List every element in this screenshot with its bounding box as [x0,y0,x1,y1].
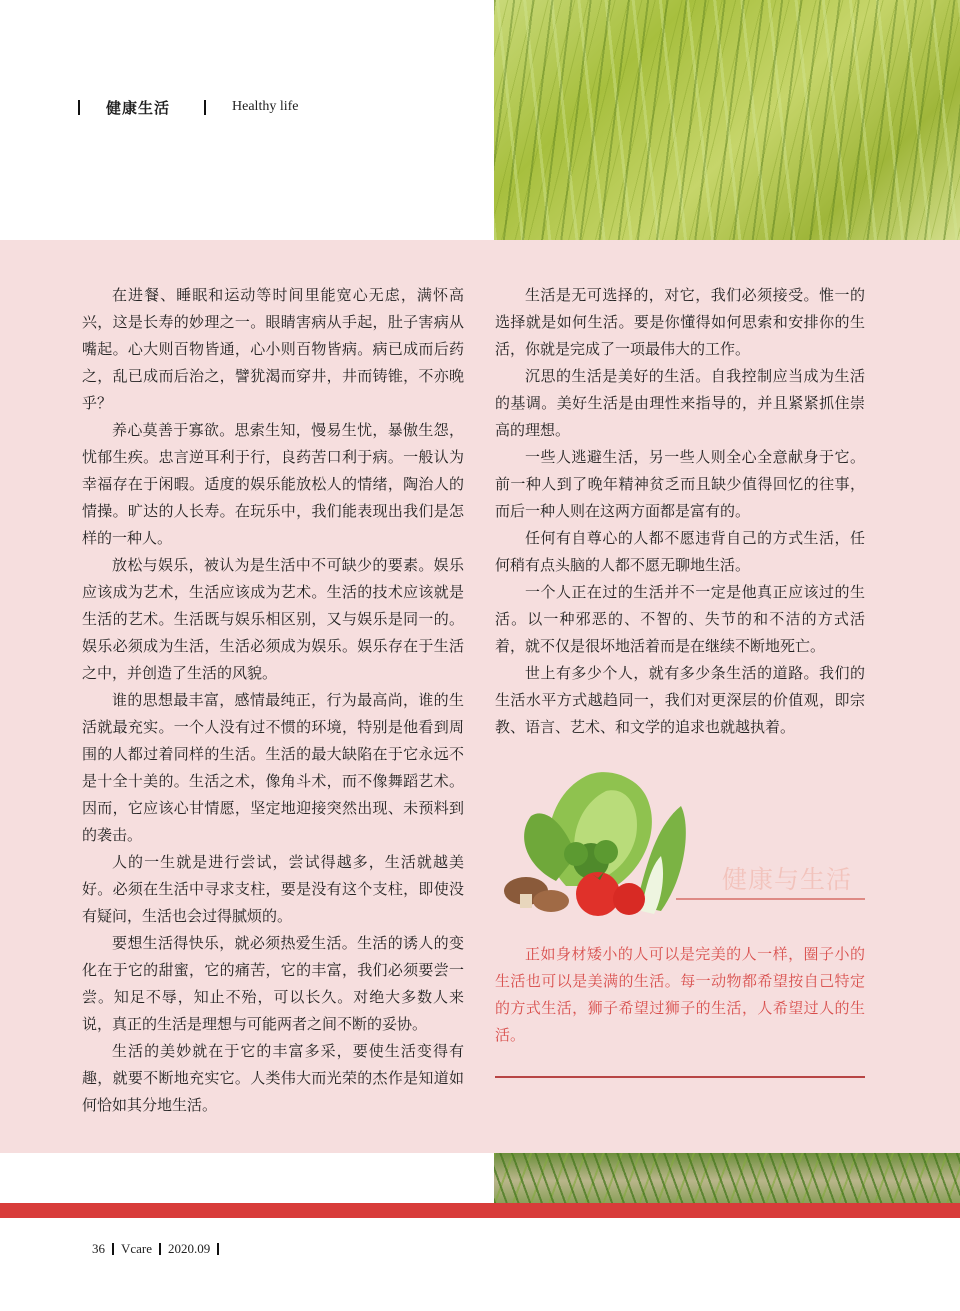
article-column-left [82,282,464,1119]
paragraph: 生活是无可选择的，对它，我们必须接受。惟一的选择就是如何生活。要是你懂得如何思索和安排你的生活，你就是完成了一项最伟大的工作。 [495,286,865,358]
grass-photo-bottom [494,1153,960,1203]
paragraph: 在进餐、睡眠和运动等时间里能宽心无虑，满怀高兴，这是长寿的妙理之一。眼睛害病从手起，肚子害病从嘴起。心大则百物皆通，心小则百物皆病。病已成而后药之，乱已成而后治之，譬犹渴而穿井，井而铸锥，不亦晚乎？ [82,286,464,412]
paragraph: 要想生活得快乐，就必须热爱生活。生活的诱人的变化在于它的甜蜜，它的痛苦，它的丰富，我们必须要尝一尝。知足不辱，知止不殆，可以长久。对绝大多数人来说，真正的生活是理想与可能两者之间不断的妥协。 [82,934,464,1033]
grass-photo-top [494,0,960,240]
sidebar-title: 健康与生活 [722,865,853,894]
footer-divider [217,1243,219,1255]
vegetables-illustration [496,766,696,916]
page-number: 36 [92,1241,105,1256]
issue-date: 2020.09 [168,1241,211,1256]
article-column-right [495,282,865,741]
sidebar-title-underline [676,898,865,900]
paragraph: 谁的思想最丰富，感情最纯正，行为最高尚，谁的生活就最充实。一个人没有过不惯的环境，特别是他看到周围的人都过着同样的生活。生活的最大缺陷在于它永远不是十全十美的。生活之术，像角斗术，而不像舞蹈艺术。因而，它应该心甘情愿，坚定地迎接突然出现、未预料到的袭击。 [82,691,464,844]
page-header [78,96,299,118]
magazine-name: Vcare [121,1241,153,1256]
page-footer [92,1240,226,1258]
section-title-en: Healthy life [232,99,299,114]
section-title-cn: 健康生活 [106,98,171,117]
footer-divider [159,1243,161,1255]
paragraph: 生活的美妙就在于它的丰富多采，要使生活变得有趣，就要不断地充实它。人类伟大而光荣的杰作是知道如何恰如其分地生活。 [82,1042,464,1114]
header-divider [204,100,206,115]
paragraph: 任何有自尊心的人都不愿违背自己的方式生活，任何稍有点头脑的人都不愿无聊地生活。 [495,529,865,574]
paragraph: 一些人逃避生活，另一些人则全心全意献身于它。前一种人到了晚年精神贫乏而且缺少值得回忆的往事，而后一种人则在这两方面都是富有的。 [495,448,865,520]
paragraph: 沉思的生活是美好的生活。自我控制应当成为生活的基调。美好生活是由理性来指导的，并且紧紧抓住崇高的理想。 [495,367,865,439]
footer-band [0,1203,960,1218]
paragraph: 人的一生就是进行尝试，尝试得越多，生活就越美好。必须在生活中寻求支柱，要是没有这个支柱，即使没有疑问，生活也会过得腻烦的。 [82,853,464,925]
header-divider [78,100,80,115]
sidebar-quote [495,941,865,1049]
footer-divider [112,1243,114,1255]
paragraph: 一个人正在过的生活并不一定是他真正应该过的生活。以一种邪恶的、不智的、失节的和不洁的方式活着，就不仅是很坏地活着而是在继续不断地死亡。 [495,583,865,655]
quote-divider [495,1076,865,1078]
paragraph: 放松与娱乐，被认为是生活中不可缺少的要素。娱乐应该成为艺术，生活应该成为艺术。生活的技术应该就是生活的艺术。生活既与娱乐相区别，又与娱乐是同一的。娱乐必须成为生活，生活必须成为娱乐。娱乐存在于生活之中，并创造了生活的风貌。 [82,556,464,682]
paragraph: 养心莫善于寡欲。思索生知，慢易生忧，暴傲生怨，忧郁生疾。忠言逆耳利于行，良药苦口利于病。一般认为幸福存在于闲暇。适度的娱乐能放松人的情绪，陶治人的情操。旷达的人长寿。在玩乐中，我们能表现出我们是怎样的一种人。 [82,421,464,547]
paragraph: 世上有多少个人，就有多少条生活的道路。我们的生活水平方式越趋同一，我们对更深层的价值观，即宗教、语言、艺术、和文学的追求也就越执着。 [495,664,865,736]
quote-text: 正如身材矮小的人可以是完美的人一样，圈子小的生活也可以是美满的生活。每一动物都希望按自己特定的方式生活，狮子希望过狮子的生活，人希望过人的生活。 [495,945,865,1044]
